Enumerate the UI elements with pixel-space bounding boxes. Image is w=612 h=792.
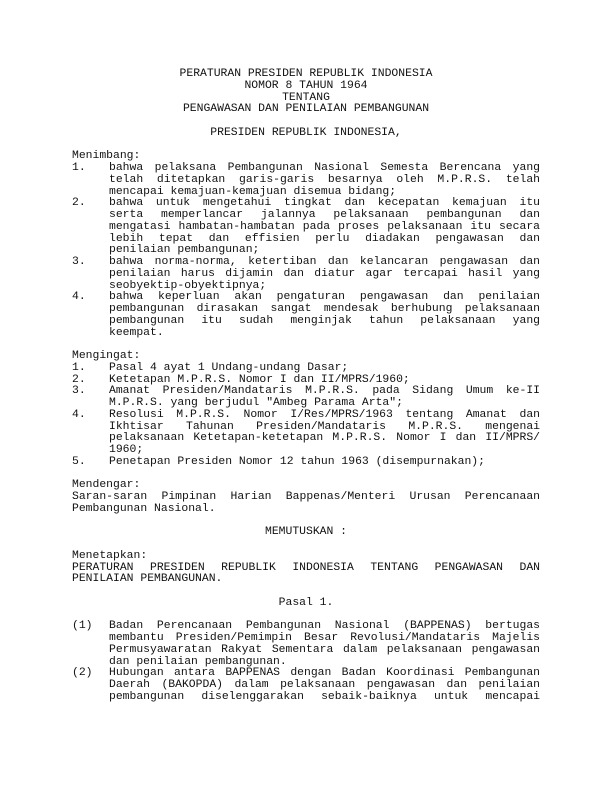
item-number: (2)	[72, 667, 93, 680]
item-number: 2.	[72, 197, 86, 210]
text-line: Pembangunan Nasional.	[72, 502, 216, 515]
text-line: Daerah (BAKOPDA) dalam pelaksanaan pengawasan dan penilaian	[109, 679, 540, 691]
blank-line	[72, 116, 540, 128]
text-line: 1960;	[109, 444, 144, 456]
item-number: 5.	[72, 455, 86, 468]
text-line: pembangunan diselenggarakan sebaik-baiknya untuk mencapai	[109, 690, 540, 703]
document-page	[72, 69, 540, 704]
text-line: Ketetapan M.P.R.S. Nomor I dan II/MPRS/1960;	[109, 373, 410, 386]
item-number: 1.	[72, 361, 86, 374]
text-line: Pasal 4 ayat 1 Undang-undang Dasar;	[109, 361, 349, 374]
blank-line	[72, 586, 540, 598]
item-text	[109, 410, 540, 457]
considering-item	[72, 163, 540, 198]
section-heading-mendengar: Mendengar:	[72, 479, 141, 492]
text-line: bahwa keperluan akan pengaturan pengawasan dan penilaian	[109, 291, 540, 304]
text-line: serta memperlancar jalannya pelaksanaan pembangunan dan	[109, 209, 540, 221]
text-line: Ikhtisar Tahunan Presiden/Mandataris M.P.R.S. mengenai	[109, 420, 540, 433]
item-number: 4.	[72, 291, 86, 304]
text-line: dan penilaian pembangunan.	[109, 655, 287, 668]
text-line: bahwa norma-norma, ketertiban dan kelancaran pengawasan dan	[109, 256, 540, 268]
section-heading-menimbang: Menimbang:	[72, 150, 141, 163]
blank-line	[72, 469, 540, 481]
item-text	[109, 386, 540, 410]
text-line: pelaksanaan Ketetapan-ketetapan M.P.R.S. Nomor I dan II/MPRS/	[109, 432, 540, 445]
text-line: Hubungan antara BAPPENAS dengan Badan Koordinasi Pembangunan	[109, 667, 540, 680]
recalling-item	[72, 410, 540, 457]
president-heading: PRESIDEN REPUBLIK INDONESIA,	[210, 126, 402, 139]
item-text	[109, 621, 540, 668]
recalling-item	[72, 386, 540, 410]
text-line: seobyektip-obyektipnya;	[109, 279, 267, 292]
text-line: telah ditetapkan garis-garis besarnya oleh M.P.R.S. telah	[109, 173, 540, 186]
item-text	[109, 363, 540, 375]
item-number: 3.	[72, 385, 86, 398]
decision-heading: MEMUTUSKAN :	[264, 526, 348, 539]
text-line: bahwa untuk mengetahui tingkat dan kecepatan kemajuan itu	[109, 197, 540, 210]
section-heading-mengingat: Mengingat:	[72, 350, 141, 362]
section-heading-menetapkan: Menetapkan:	[72, 549, 148, 562]
text-line: keempat.	[109, 326, 164, 339]
recalling-item	[72, 457, 540, 469]
text-line: PERATURAN PRESIDEN REPUBLIK INDONESIA TENTANG PENGAWASAN DAN	[72, 561, 540, 574]
item-number: 2.	[72, 373, 86, 386]
text-line: Amanat Presiden/Mandataris M.P.R.S. pada Sidang Umum ke-II	[109, 385, 540, 398]
item-text	[109, 292, 540, 339]
item-number: 4.	[72, 408, 86, 421]
blank-line	[72, 339, 540, 351]
text-line: Badan Perencanaan Pembangunan Nasional (BAPPENAS) bertugas	[109, 620, 540, 633]
text-line: PENILAIAN PEMBANGUNAN.	[72, 573, 223, 586]
article-heading: Pasal 1.	[278, 596, 334, 609]
considering-item	[72, 198, 540, 257]
text-line: pembangunan dirasakan sangat mendesak berhubung pelaksanaan	[109, 303, 540, 315]
text-line: penilaian pembangunan;	[109, 244, 260, 257]
document-title-line: PERATURAN PRESIDEN REPUBLIK INDONESIA	[179, 68, 433, 80]
text-line: Permusyawaratan Rakyat Sementara dalam pelaksanaan pengawasan	[109, 643, 540, 656]
text-line: membantu Presiden/Pemimpin Besar Revolusi/Mandataris Majelis	[109, 632, 540, 644]
text-line: penilaian harus dijamin dan diatur agar tercapai hasil yang	[109, 267, 540, 280]
item-text	[109, 163, 540, 198]
text-line: pembangunan itu sudah menginjak tahun pelaksanaan yang	[109, 314, 540, 327]
item-text	[109, 457, 540, 469]
item-number: 1.	[72, 162, 86, 174]
considering-item	[72, 292, 540, 339]
text-line: mengatasi hambatan-hambatan pada proses pelaksanaan itu secara	[109, 220, 540, 233]
text-line: Saran-saran Pimpinan Harian Bappenas/Menteri Urusan Perencanaan	[72, 491, 540, 503]
text-line: Penetapan Presiden Nomor 12 tahun 1963 (disempurnakan);	[109, 455, 485, 468]
article-clause	[72, 621, 540, 668]
item-text	[109, 668, 540, 703]
item-text	[109, 257, 540, 292]
text-line: mencapai kemajuan-kemajuan disemua bidang;	[109, 185, 397, 198]
recalling-item	[72, 363, 540, 375]
text-line: bahwa pelaksana Pembangunan Nasional Semesta Berencana yang	[109, 162, 540, 174]
text-line: Resolusi M.P.R.S. Nomor I/Res/MPRS/1963 tentang Amanat dan	[109, 408, 540, 421]
item-text	[109, 198, 540, 257]
document-title-line: TENTANG	[282, 91, 330, 104]
considering-item	[72, 257, 540, 292]
item-number: 3.	[72, 256, 86, 268]
article-clause	[72, 668, 540, 703]
document-title-line: PENGAWASAN DAN PENILAIAN PEMBANGUNAN	[182, 103, 430, 116]
document-title-line: NOMOR 8 TAHUN 1964	[244, 79, 368, 92]
blank-line	[72, 140, 540, 152]
text-line: lebih tepat dan effisien perlu diadakan pengawasan dan	[109, 232, 540, 245]
blank-line	[72, 539, 540, 551]
item-number: (1)	[72, 620, 93, 633]
text-line: M.P.R.S. yang berjudul "Ambeg Parama Arta";	[109, 397, 403, 409]
